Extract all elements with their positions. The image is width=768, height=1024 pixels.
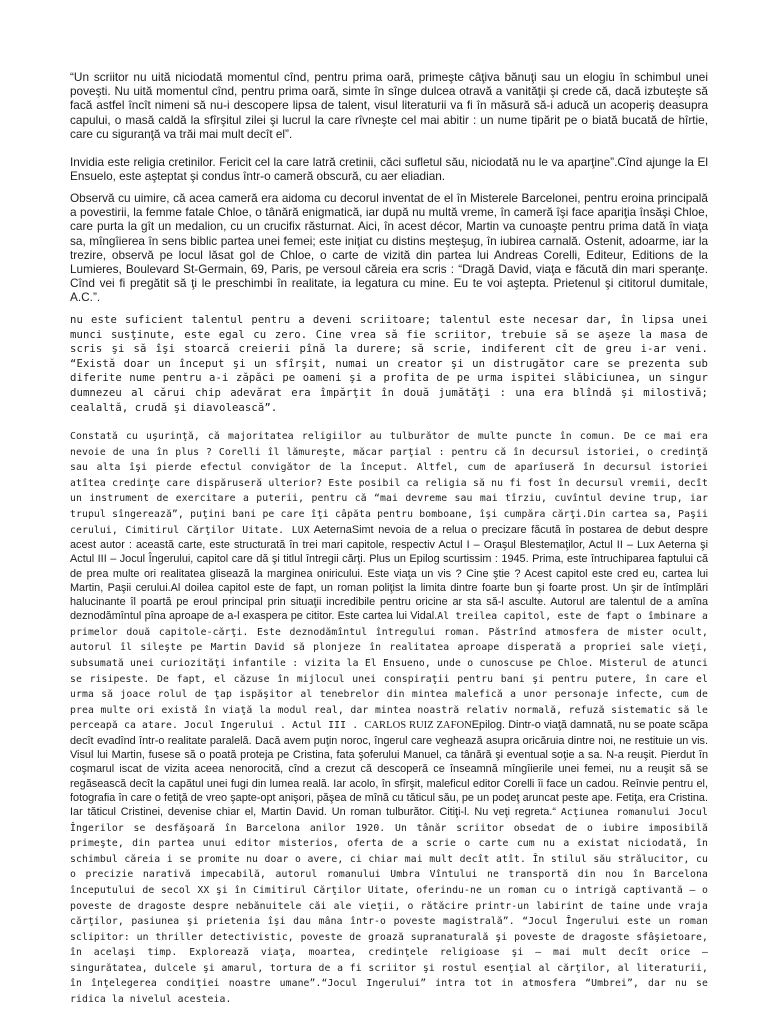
text-run-author-name: CARLOS RUIZ ZAFON (364, 720, 472, 732)
paragraph-quote-writer: “Un scriitor nu uită niciodată momentul cînd, pentru prima oară, primeşte câţiva bănuţi sau un elogiu în schimbul unei poveşti. Nu uită momentul cînd, pentru prima oară, simte în sînge dulcea otravă a vanităţii şi crede că, dacă izbuteşte să facă astfel încît nimeni să nu-i descopere lipsa de talent, visul literaturii va fi în măsură să-i aducă un acoperiş deasupra capului, o masă caldă la sfîrşitul zilei şi lucrul la care rîvneşte cel mai abitir : un nume tipărit pe o biată bucată de hîrtie, care cu siguranţă va trăi mai mult decît el”. (70, 70, 708, 141)
paragraph-invidia: Invidia este religia cretinilor. Fericit cel la care latră cretinii, căci sufletul său, niciodată nu le va aparţine”.Cînd ajunge la El Ensuelo, este aşteptat şi condus într-o cameră obscură, cu aer eliadian. (70, 155, 708, 184)
paragraph-observa: Observă cu uimire, că acea cameră era aidoma cu decorul inventat de el în Misterele Barcelonei, pentru eroina principală a povestirii, la femme fatale Chloe, o tânără enigmatică, iar după nu multă vreme, în cameră îşi face apariţia însăşi Chloe, care purta la gît un medalion, cu un crucifix răsturnat. Aici, în acest décor, Martin va cunoaşte pentru prima dată în viaţa sa, mîngîierea în sens biblic partea unei femei; este iniţiat cu distins meşteşug, în iubirea carnală. Ostenit, adoarme, iar la trezire, observă pe locul lăsat gol de Chloe, o carte de vizită din partea lui Andreas Corelli, Editeur, Editions de la Lumieres, Boulevard St-Germain, 69, Paris, pe versoul căreia era scris : “Dragă David, viaţa e făcută din mari speranţe. Cînd vei fi pregătit să ţi le preschimbi în realitate, ia legatura cu mine. Eu te voi aştepta. Prietenul şi cititorul dumitale, A.C.”. (70, 191, 708, 305)
text-run-epilog: Epilog. Dintr-o viaţă damnată, nu se poate scăpa decît evadînd într-o realitate paralelă. Dacă avem puţin noroc, îngerul care veghează asupra oricăruia dintre noi, ne restituie un vis. Visul lui Martin, fusese să o poată proteja pe Cristina, fata şoferului Manuel, ca tânără şi eventual soţie a sa. N-a reuşit. Pierdut în coşmarul iscat de vizita aceea nenorocită, cînd a crezut că descoperă ce înseamnă mîngîierile unei femei, nu a reuşit să se regăsească decît la capătul unei fugi din lumea reală. Iar acolo, în sfîrşit, maleficul editor Corelli îi face un cadou. Reînvie pentru el, fotografia în care o fetiţă de vreo şapte-opt anişori, păşea de mînă cu tăticul său, pe un podeţ aruncat peste ape. Fetiţa, era Cristina. Iar tăticul Cristinei, devenise chiar el, Martin David. Un roman tulburător. Citiţi-l. Nu veţi regreta.“ (70, 719, 708, 818)
paragraph-religions-review (70, 429, 708, 1008)
text-run-synopsis: Acţiunea romanului Jocul Îngerilor se desfăşoară în Barcelona anilor 1920. Un tânăr scriitor obsedat de o iubire imposibilă primeşte, din partea unui editor misterios, oferta de a scrie o carte cum nu a existat niciodată, în schimbul căreia i se promite nu doar o avere, ci chiar mai mult decît atît. În stilul său strălucitor, cu o precizie narativă impecabilă, autorul romanului Umbra Vîntului ne transportă din nou în Barcelona începutului de secol XX şi în Cimitirul Cărţilor Uitate, oferindu-ne un roman cu o intrigă captivantă – o poveste de dragoste despre nebănuitele căi ale vieţii, o rătăcire printr-un labirint de taine unde vraja cărţilor, pasiunea şi prietenia îşi dau mâna într-o poveste magistrală”. “Jocul Îngerului este un roman sclipitor: un thriller detectivistic, poveste de groază supranaturală şi poveste de dragoste sfâşietoare, în acelaşi timp. Explorează viaţa, moartea, credinţele religioase şi – mai mult decît orice – singurătatea, dulcele şi amarul, tortura de a fi scriitor şi rostul esenţial al cărţilor, al literaturii, în înţelegerea condiţiei noastre umane”.“Jocul Ingerului” intra tot in atmosfera “Umbrei”, dar nu se ridica la nivelul acesteia. (70, 806, 708, 1006)
text-run-structure: AeternaSimt nevoia de a relua o precizare făcută în postarea de debut despre acest autor : această carte, este structurată în trei mari capitole, respectiv Actul I – Oraşul Blestemaţilor, Actul II – Lux Aeterna şi Actul III – Jocul Îngerului, capitol care dă şi titlul întregii cărţi. Plus un Epilog scurtissim : 1945. Prima, este întruchiparea faptului că de prea multe ori realitatea glisează la marginea oniricului. Este viaţa un vis ? Cine ştie ? Acest capitol este cred eu, cartea lui Martin, Paşii cerului.Al doilea capitol este de fapt, un roman poliţist la limita dintre foarte bun şi foarte prost. Un şir de întîmplări halucinante îl poartă pe eroul principal prin situaţii incredibile pentru oricine ar sta să-l asculte. Autorul are talentul de a amîna deznodămîntul pîna aproape de a-l exaspera pe cititor. Este cartea lui Vidal. (70, 523, 708, 623)
text-run-third-chapter: Al treilea capitol, este de fapt o îmbinare a primelor două capitole-cărţi. Este deznodămîntul întregului roman. Păstrînd atmosfera de mister ocult, autorul îl sileşte pe Martin David să plonjeze în realitatea aproape disperată a propriei sale vieţi, subsumată unei curiozităţi infantile : vizita la El Ensueno, unde o cunoscuse pe Chloe. Misterul de atunci se risipeste. De fapt, el căzuse în mijlocul unei conspiraţii pentru bani şi pentru putere, în care el urma să joace rolul de ţap ispăşitor al tenebrelor din mintea malefică a unor personaje infecte, cum de prea multe ori există în viaţă la modul real, dar mintea noastră relativ normală, refuză sistematic să le perceapă ca atare. Jocul Ingerului . Actul III . (70, 611, 708, 732)
paragraph-talent: nu este suficient talentul pentru a deveni scriitoare; talentul este necesar dar, în lipsa unei munci susţinute, este egal cu zero. Cine vrea să fie scriitor, trebuie să se aşeze la masa de scris şi să îşi stoarcă creierii pînă la durere; să scrie, indiferent cît de greu i-ar veni. “Există doar un început şi un sfîrşit, numai un creator şi un distrugător care se prezenta sub diferite nume pentru a-i zăpăci pe oameni şi a profita de pe urma ispitei slăbiciunea, un singur dumnezeu al cărui chip adevărat era împărţit în două jumătăţi : una era blîndă şi milostivă; cealaltă, crudă şi diavolească”. (70, 314, 708, 414)
text-run-religions: Constată cu uşurinţă, că majoritatea religiilor au tulburător de multe puncte în comun. De ce mai era nevoie de una în plus ? Corelli îl lămureşte, măcar parţial : pentru că în decursul istoriei, o credinţă sau alta îşi pierde efectul convigător de la început. Altfel, cum de aparîuseră în decursul istoriei atîtea credinţe care dispăruseră ulterior? Este posibil ca religia să nu fi fost în decursul vremii, decît un instrument de exercitare a puterii, pentru că “mai devreme sau mai tîrziu, cuvîntul devine trup, iar trupul sîngerează”, puţini bani pe care îţi câpăta pentru bomboane, îşi cumpăra cărţi.Din cartea sa, Paşii cerului, Cimitirul Cărţilor Uitate. LUX (70, 431, 708, 536)
